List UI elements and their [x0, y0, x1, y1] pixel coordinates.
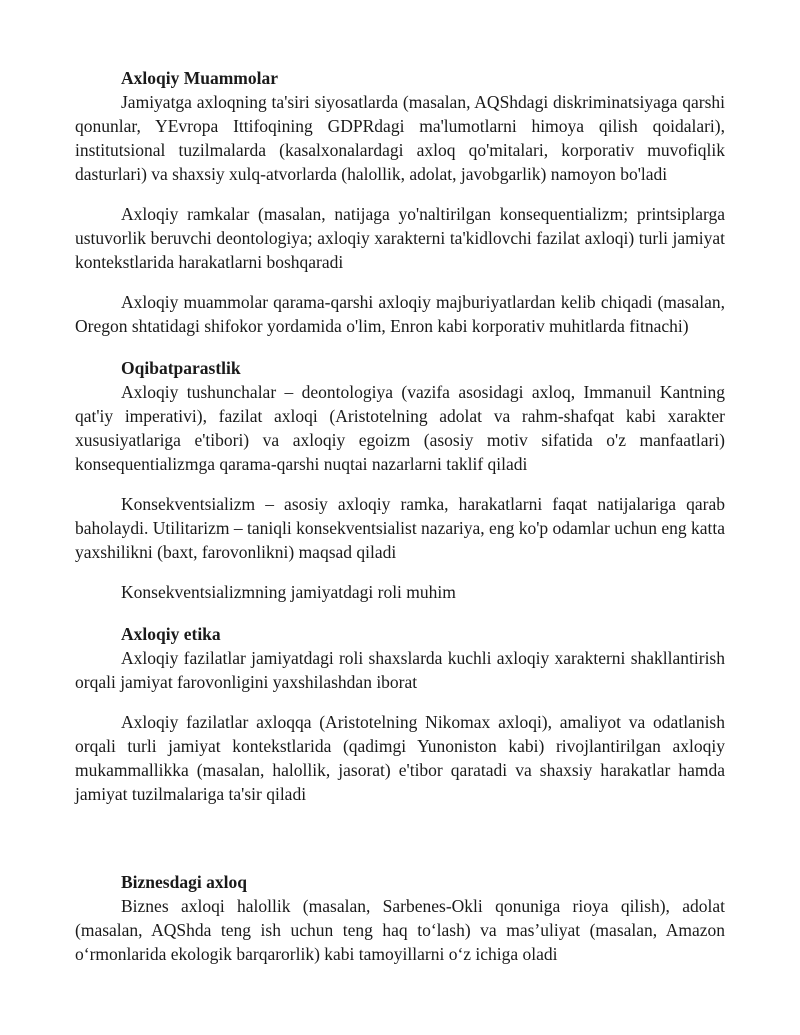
- paragraph: Axloqiy ramkalar (masalan, natijaga yo'naltirilgan konsequentializm; printsiplarga ustuvorlik beruvchi deontologiya; axloqiy xarakterni ta'kidlovchi fazilat axloqi) turli jamiyat kontekstlarida harakatlarni boshqaradi: [75, 204, 725, 272]
- paragraph: Axloqiy fazilatlar axloqqa (Aristotelning Nikomax axloqi), amaliyot va odatlanish orqali turli jamiyat kontekstlarida (qadimgi Yunoniston kabi) rivojlantirilgan axloqiy mukammallikka (masalan, halollik, jasorat) e'tibor qaratadi va shaxsiy harakatlar hamda jamiyat tuzilmalariga ta'sir qiladi: [75, 712, 725, 804]
- section-title-oqibatparastlik: Oqibatparastlik: [121, 358, 241, 378]
- paragraph: Jamiyatga axloqning ta'siri siyosatlarda (masalan, AQShdagi diskriminatsiyaga qarshi qonunlar, YEvropa Ittifoqining GDPRdagi ma'lumotlarni himoya qilish qoidalari), institutsional tuzilmalarda (kasalxonalardagi axloq qo'mitalari, korporativ muvofiqlik dasturlari) va shaxsiy xulq-atvorlarda (halollik, adolat, javobgarlik) namoyon bo'ladi: [75, 92, 725, 184]
- paragraph: Konsekventsializmning jamiyatdagi roli muhim: [121, 582, 456, 602]
- paragraph: Axloqiy muammolar qarama-qarshi axloqiy majburiyatlardan kelib chiqadi (masalan, Oregon shtatidagi shifokor yordamida o'lim, Enron kabi korporativ muhitlarda fitnachi): [75, 292, 725, 336]
- section-title-biznesdagi-axloq: Biznesdagi axloq: [121, 872, 247, 892]
- paragraph: Biznes axloqi halollik (masalan, Sarbenes-Okli qonuniga rioya qilish), adolat (masalan, AQShda teng ish uchun teng haq to‘lash) va mas’uliyat (masalan, Amazon o‘rmonlarida ekologik barqarorlik) kabi tamoyillarni o‘z ichiga oladi: [75, 896, 725, 964]
- section-title-axloqiy-muammolar: Axloqiy Muammolar: [121, 68, 279, 88]
- section-title-axloqiy-etika: Axloqiy etika: [121, 624, 221, 644]
- paragraph: Axloqiy tushunchalar – deontologiya (vazifa asosidagi axloq, Immanuil Kantning qat'iy imperativi), fazilat axloqi (Aristotelning adolat va rahm-shafqat kabi xarakter xususiyatlariga e'tibori) va axloqiy egoizm (asosiy motiv sifatida o'z manfaatlari) konsequentializmga qarama-qarshi nuqtai nazarlarni taklif qiladi: [75, 382, 725, 474]
- paragraph: Konsekventsializm – asosiy axloqiy ramka, harakatlarni faqat natijalariga qarab baholaydi. Utilitarizm – taniqli konsekventsialist nazariya, eng ko'p odamlar uchun eng katta yaxshilikni (baxt, farovonlikni) maqsad qiladi: [75, 494, 725, 562]
- paragraph: Axloqiy fazilatlar jamiyatdagi roli shaxslarda kuchli axloqiy xarakterni shakllantirish orqali jamiyat farovonligini yaxshilashdan iborat: [75, 648, 725, 692]
- document-page: [75, 66, 725, 966]
